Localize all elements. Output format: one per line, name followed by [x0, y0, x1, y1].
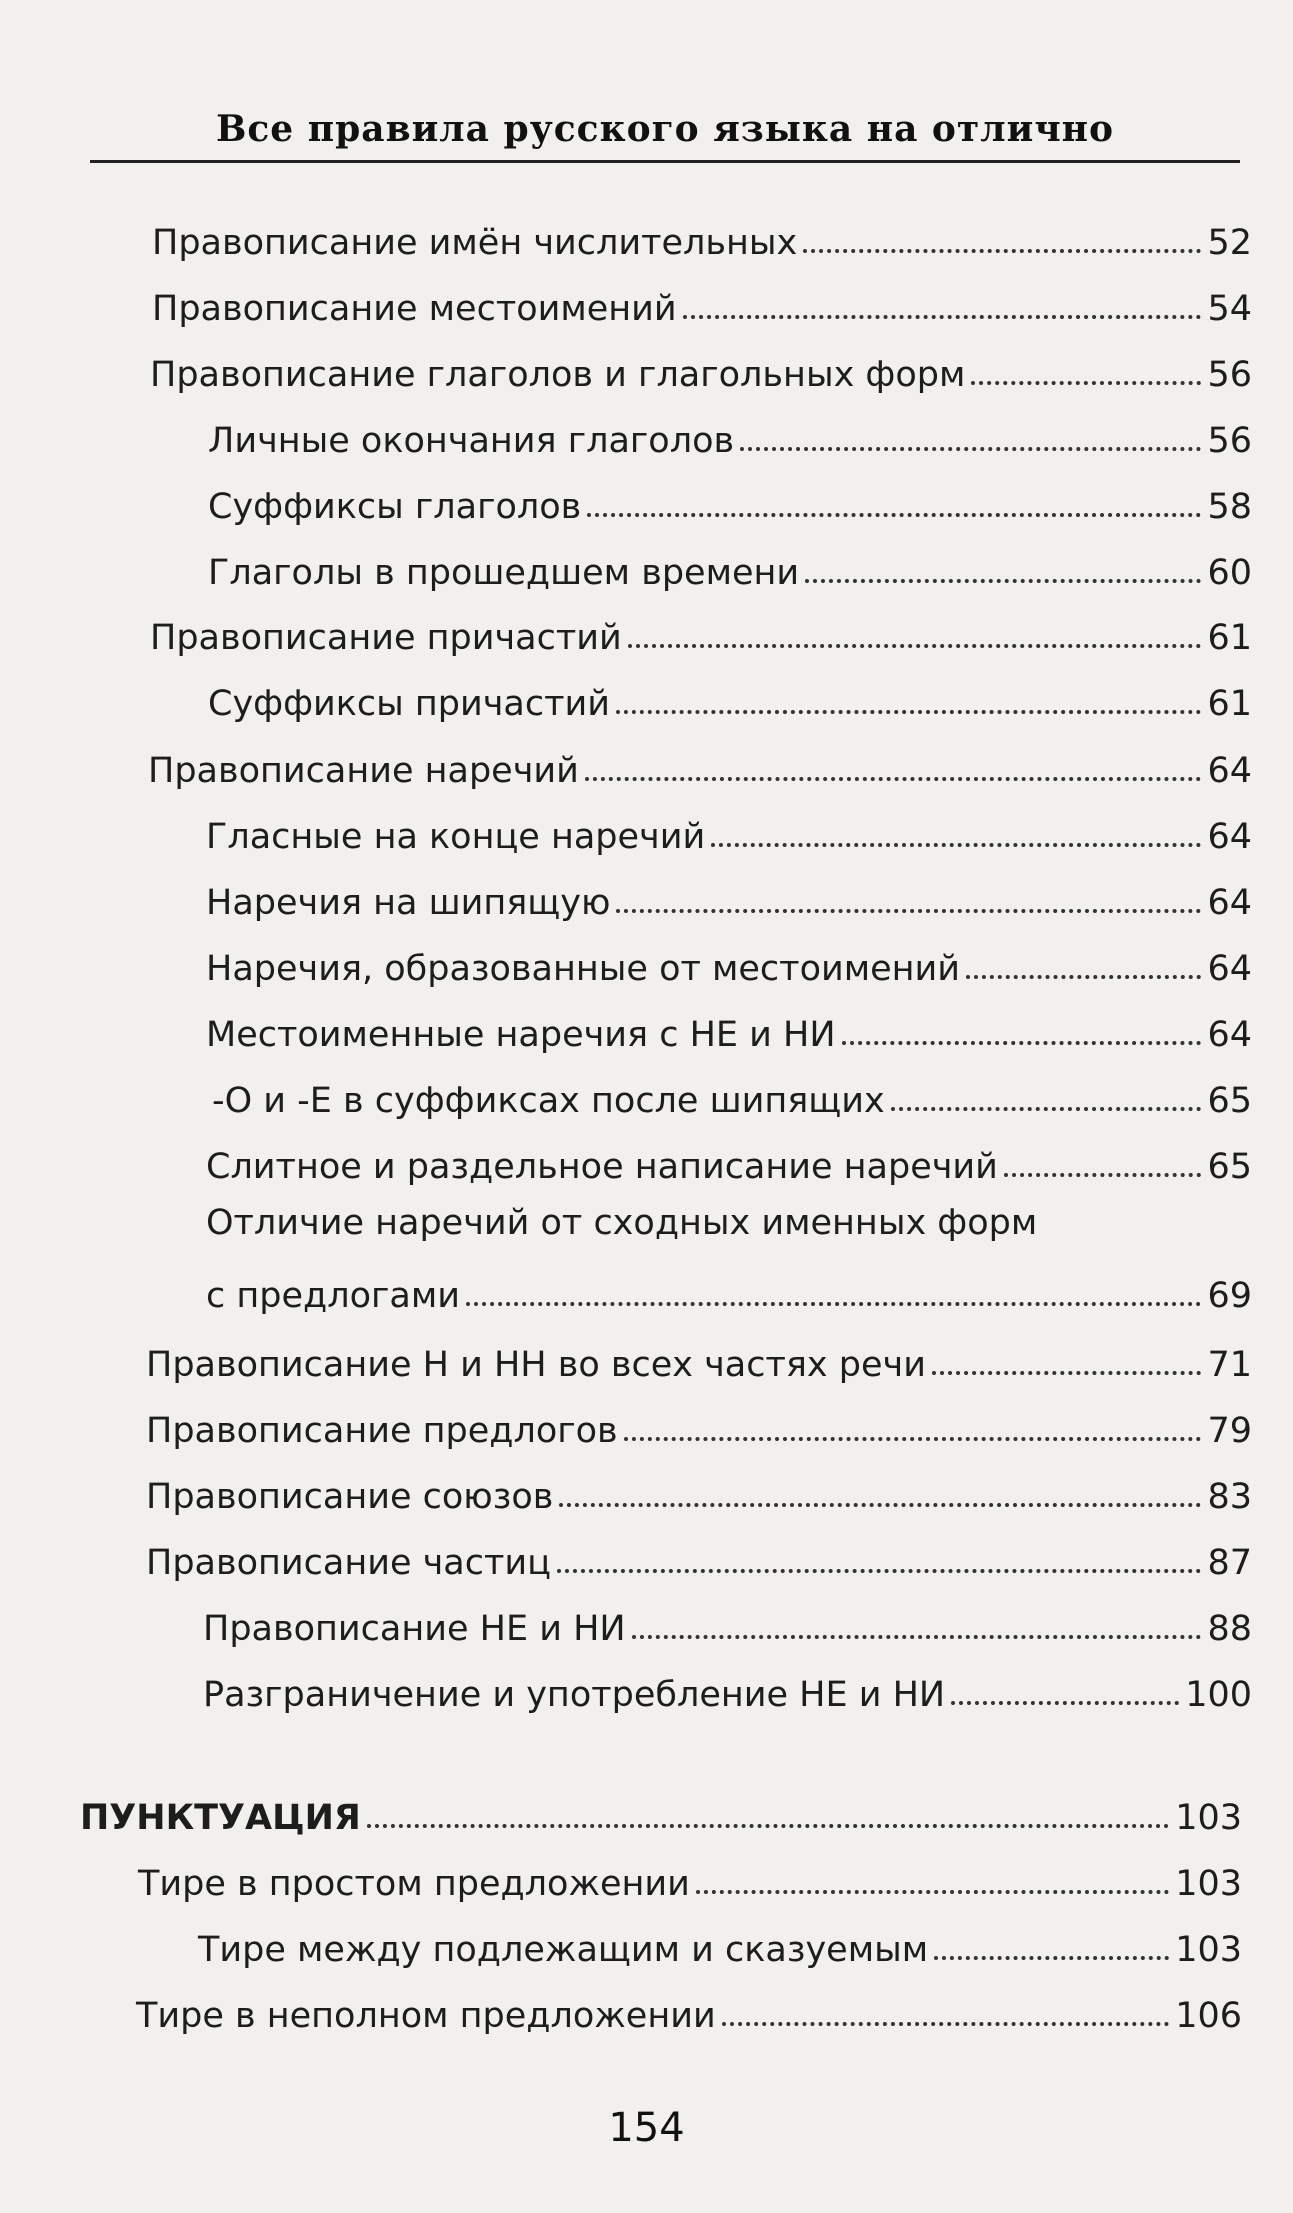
toc-entry-page: 69: [1207, 1276, 1252, 1316]
toc-leader: [632, 1635, 1202, 1639]
toc-leader: [616, 710, 1201, 714]
toc-entry: [203, 1591, 1252, 1651]
toc-leader: [587, 513, 1201, 517]
toc-entry-title: Правописание предлогов: [146, 1411, 618, 1451]
toc-entry: [206, 931, 1252, 991]
toc-entry-page: 100: [1185, 1675, 1252, 1715]
toc-leader: [932, 1371, 1202, 1375]
toc-entry: [146, 1393, 1252, 1453]
toc-leader: [842, 1041, 1202, 1045]
toc-entry-page: 106: [1175, 1996, 1242, 2036]
toc-leader: [951, 1701, 1179, 1705]
toc-entry-title-line1: Отличие наречий от сходных именных форм: [206, 1203, 1038, 1243]
toc-leader: [557, 1569, 1201, 1573]
toc-leader: [628, 644, 1202, 648]
toc-entry-page: 54: [1207, 289, 1252, 329]
toc-entry-title: Правописание частиц: [146, 1543, 551, 1583]
toc-entry: [206, 1129, 1252, 1189]
toc-entry: [206, 799, 1252, 859]
toc-entry-page: 64: [1207, 883, 1252, 923]
toc-entry-title: Личные окончания глаголов: [208, 421, 735, 461]
toc-leader: [616, 909, 1201, 913]
toc-leader: [683, 315, 1202, 319]
toc-entry: [212, 1063, 1252, 1123]
toc-entry-page: 64: [1207, 949, 1252, 989]
toc-entry-page: 61: [1207, 618, 1252, 658]
toc-entry-page: 52: [1207, 223, 1252, 263]
toc-entry-page: 56: [1207, 421, 1252, 461]
toc-leader: [803, 249, 1201, 253]
page-number: 154: [608, 2105, 685, 2151]
toc-entry: [138, 1846, 1242, 1906]
toc-entry-page: 71: [1207, 1345, 1252, 1385]
toc-entry-title: Правописание НЕ и НИ: [203, 1609, 626, 1649]
toc-entry-title: Суффиксы причастий: [208, 684, 610, 724]
toc-leader: [934, 1956, 1169, 1960]
toc-entry-title: Наречия, образованные от местоимений: [206, 949, 961, 989]
toc-section: [80, 1780, 1242, 1840]
toc-leader: [891, 1107, 1202, 1111]
toc-entry: [146, 1459, 1252, 1519]
toc-leader: [722, 2022, 1169, 2026]
toc-entry-page: 88: [1207, 1609, 1252, 1649]
toc-entry-page: 83: [1207, 1477, 1252, 1517]
toc-entry-title: Правописание местоимений: [152, 289, 677, 329]
toc-leader: [696, 1890, 1169, 1894]
toc-entry: [208, 469, 1252, 529]
toc-leader: [585, 777, 1202, 781]
toc-entry-title: Разграничение и употребление НЕ и НИ: [203, 1675, 946, 1715]
toc-leader: [367, 1824, 1169, 1828]
toc-entry: [198, 1912, 1242, 1972]
toc-entry: [203, 1657, 1252, 1717]
toc-entry-page: 56: [1207, 355, 1252, 395]
toc-leader: [966, 975, 1201, 979]
toc-entry: [208, 535, 1252, 595]
toc-entry: [148, 733, 1252, 793]
toc-entry-page: 65: [1207, 1147, 1252, 1187]
toc-entry-page: 58: [1207, 487, 1252, 527]
toc-entry: [206, 865, 1252, 925]
toc-entry-title: Правописание союзов: [146, 1477, 554, 1517]
toc-entry: [152, 205, 1252, 265]
toc-entry-title: Гласные на конце наречий: [206, 817, 706, 857]
toc-leader: [1004, 1173, 1202, 1177]
running-header: Все правила русского языка на отлично: [215, 108, 1115, 150]
toc-entry-title: Тире в простом предложении: [138, 1864, 690, 1904]
toc-entry: [146, 1525, 1252, 1585]
toc-entry-title: Правописание наречий: [148, 751, 579, 791]
toc-entry: [150, 337, 1252, 397]
toc-entry-page: 103: [1175, 1798, 1242, 1838]
toc-entry-title: с предлогами: [206, 1276, 460, 1316]
toc-entry-title: Правописание Н и НН во всех частях речи: [146, 1345, 926, 1385]
toc-leader: [624, 1437, 1202, 1441]
toc-leader: [466, 1302, 1201, 1306]
toc-entry-title: Правописание причастий: [150, 618, 622, 658]
toc-entry: [146, 1327, 1252, 1387]
toc-entry-title: Суффиксы глаголов: [208, 487, 582, 527]
toc-entry: [150, 600, 1252, 660]
toc-entry-title: Слитное и раздельное написание наречий: [206, 1147, 998, 1187]
header-rule: [90, 160, 1240, 163]
toc-entry-page: 64: [1207, 751, 1252, 791]
toc-entry-page: 60: [1207, 553, 1252, 593]
toc-leader: [559, 1503, 1201, 1507]
toc-leader: [805, 579, 1201, 583]
toc-entry: [208, 666, 1252, 726]
toc-entry-title: Тире между подлежащим и сказуемым: [198, 1930, 929, 1970]
toc-leader: [971, 381, 1201, 385]
toc-entry-page: 103: [1175, 1864, 1242, 1904]
toc-entry-title: Глаголы в прошедшем времени: [208, 553, 800, 593]
toc-entry-page: 65: [1207, 1081, 1252, 1121]
toc-entry-page: 79: [1207, 1411, 1252, 1451]
toc-entry-page: 87: [1207, 1543, 1252, 1583]
toc-entry: [206, 997, 1252, 1057]
toc-entry-title: -О и -Е в суффиксах после шипящих: [212, 1081, 885, 1121]
toc-entry-page: 61: [1207, 684, 1252, 724]
toc-entry-page: 64: [1207, 1015, 1252, 1055]
toc-entry: [208, 403, 1252, 463]
toc-entry-title: Наречия на шипящую: [206, 883, 611, 923]
toc-entry: [136, 1978, 1242, 2038]
toc-entry-page: 103: [1175, 1930, 1242, 1970]
toc-entry-title: Тире в неполном предложении: [136, 1996, 716, 2036]
toc-leader: [740, 447, 1201, 451]
toc-section-title: ПУНКТУАЦИЯ: [80, 1798, 361, 1838]
toc-leader: [711, 843, 1201, 847]
toc-entry: [152, 271, 1252, 331]
toc-entry-page: 64: [1207, 817, 1252, 857]
toc-entry: [206, 1258, 1252, 1318]
toc-entry-title: Местоименные наречия с НЕ и НИ: [206, 1015, 836, 1055]
toc-entry-title: Правописание глаголов и глагольных форм: [150, 355, 966, 395]
toc-entry-title: Правописание имён числительных: [152, 223, 798, 263]
